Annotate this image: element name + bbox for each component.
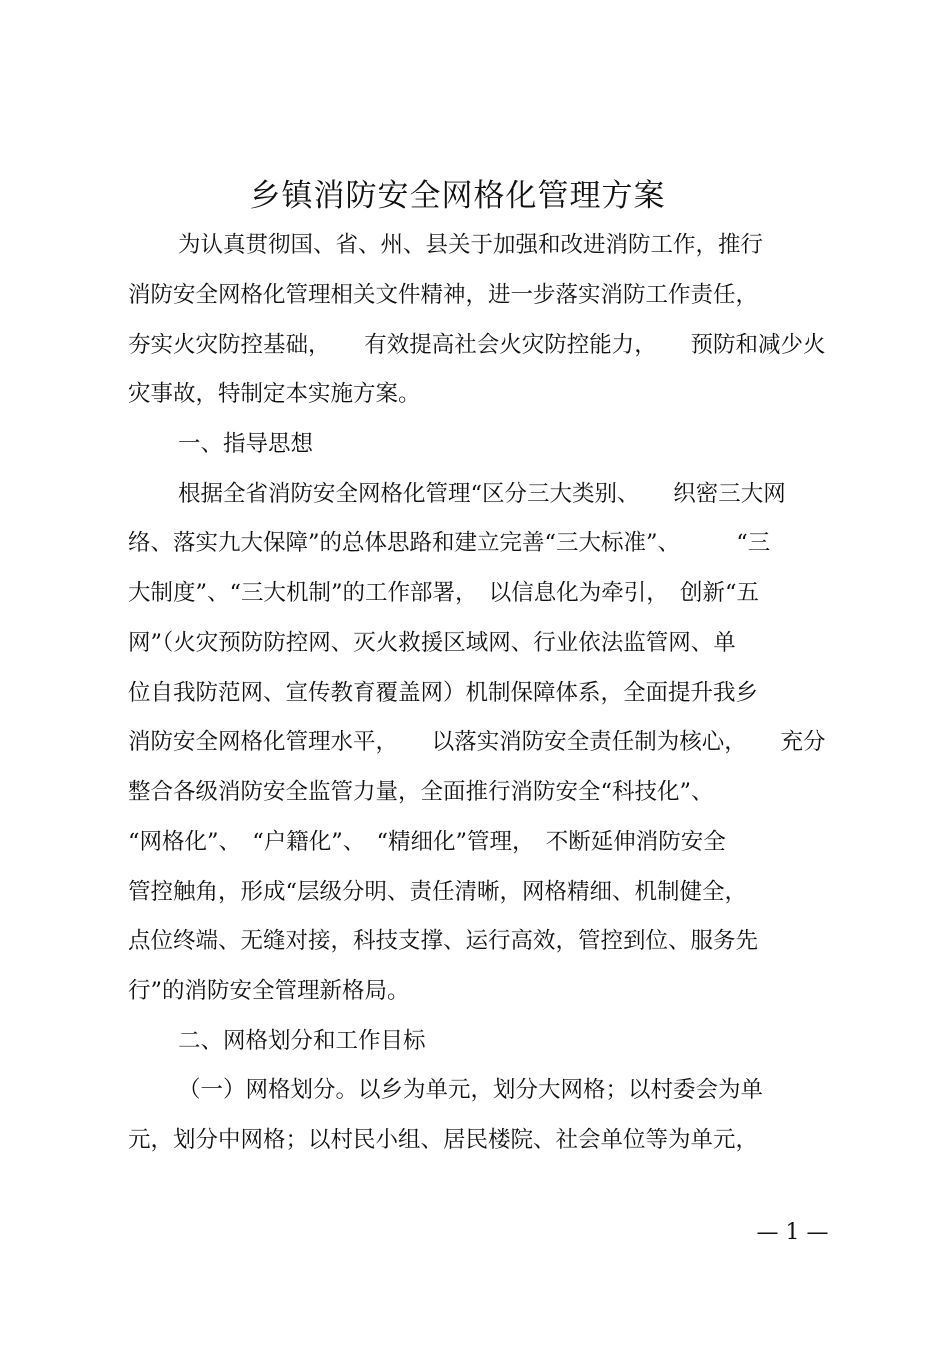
paragraph-line: 夯实火灾防控基础， 有效提高社会火灾防控能力， 预防和减少火 bbox=[128, 332, 826, 358]
paragraph-line: 消防安全网格化管理相关文件精神，进一步落实消防工作责任， bbox=[128, 282, 759, 308]
paragraph-line: “网格化”、 “户籍化”、 “精细化”管理， 不断延伸消防安全 bbox=[128, 829, 726, 855]
paragraph-line: 位自我防范网、宣传教育覆盖网）机制保障体系，全面提升我乡 bbox=[128, 680, 759, 706]
page-number: — 1 — bbox=[756, 1220, 829, 1245]
paragraph-line: 行”的消防安全管理新格局。 bbox=[128, 978, 410, 1004]
paragraph-line: 整合各级消防安全监管力量，全面推行消防安全“科技化”、 bbox=[128, 779, 714, 805]
document-title: 乡镇消防安全网格化管理方案 bbox=[249, 178, 666, 214]
paragraph-line: 为认真贯彻国、省、州、县关于加强和改进消防工作，推行 bbox=[178, 232, 764, 258]
paragraph-line: （一）网格划分。以乡为单元，划分大网格；以村委会为单 bbox=[178, 1077, 764, 1103]
paragraph-line: 点位终端、无缝对接，科技支撑、运行高效，管控到位、服务先 bbox=[128, 928, 759, 954]
paragraph-line: 网”（火灾预防防控网、灭火救援区域网、行业依法监管网、单 bbox=[128, 630, 736, 656]
paragraph-line: 管控触角，形成“层级分明、责任清晰，网格精细、机制健全， bbox=[128, 879, 748, 905]
paragraph-line: 灾事故，特制定本实施方案。 bbox=[128, 381, 421, 407]
paragraph-line: 元，划分中网格；以村民小组、居民楼院、社会单位等为单元， bbox=[128, 1127, 759, 1153]
section-heading: 二、网格划分和工作目标 bbox=[178, 1028, 426, 1054]
paragraph-line: 络、落实九大保障”的总体思路和建立完善“三大标准”、 “三 bbox=[128, 530, 771, 556]
section-heading: 一、指导思想 bbox=[178, 431, 314, 457]
paragraph-line: 消防安全网格化管理水平， 以落实消防安全责任制为核心， 充分 bbox=[128, 729, 826, 755]
paragraph-line: 大制度”、“三大机制”的工作部署， 以信息化为牵引， 创新“五 bbox=[128, 580, 760, 606]
paragraph-line: 根据全省消防安全网格化管理“区分三大类别、 织密三大网 bbox=[178, 481, 786, 507]
